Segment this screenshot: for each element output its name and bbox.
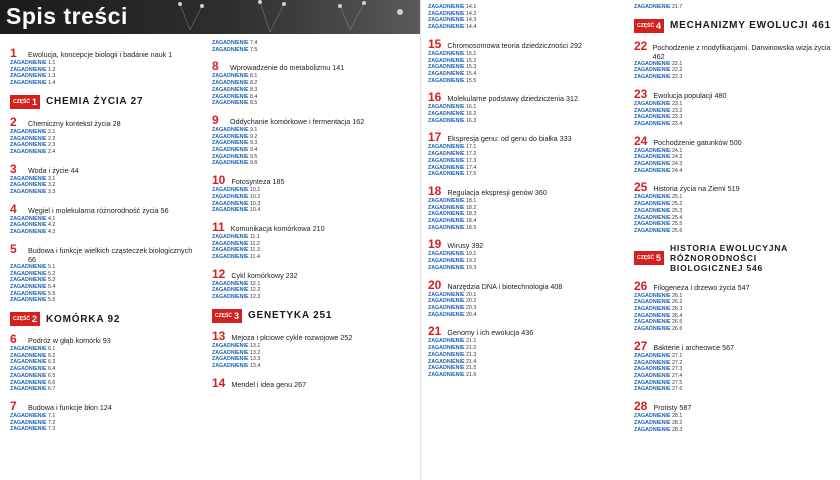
- chapter-15[interactable]: 15 Chromosomowa teoria dziedziczności 292: [428, 36, 582, 51]
- topic-line: ZAGADNIENIE 7.3: [10, 426, 56, 433]
- topic-line: ZAGADNIENIE 14.4: [428, 24, 477, 31]
- topic-line: ZAGADNIENIE 4.2: [10, 222, 56, 229]
- topic-line: ZAGADNIENIE 27.5: [634, 379, 683, 386]
- topic-line: ZAGADNIENIE 25.1: [634, 194, 683, 201]
- part-badge: CZĘŚĆ 2: [10, 312, 40, 326]
- topic-line: ZAGADNIENIE 27.3: [634, 366, 683, 373]
- topic-line: ZAGADNIENIE 19.3: [428, 264, 477, 271]
- topic-line: ZAGADNIENIE 11.2: [212, 240, 260, 247]
- topic-line: ZAGADNIENIE 16.3: [428, 117, 477, 124]
- topic-line: ZAGADNIENIE 4.1: [10, 215, 56, 222]
- chapter-4[interactable]: 4 Węgiel i molekularna różnorodność życia 56: [10, 201, 169, 216]
- topic-line: ZAGADNIENIE 22.3: [634, 74, 683, 81]
- topic-line: ZAGADNIENIE 9.3: [212, 140, 258, 147]
- topic-line: ZAGADNIENIE 21.7: [634, 4, 683, 10]
- topic-line: ZAGADNIENIE 25.6: [634, 227, 683, 234]
- topic-line: ZAGADNIENIE 28.3: [634, 426, 683, 433]
- page-title: Spis treści: [6, 3, 128, 29]
- topic-line: ZAGADNIENIE 5.1: [10, 263, 56, 270]
- topic-line: ZAGADNIENIE 15.4: [428, 70, 477, 77]
- topic-line: ZAGADNIENIE 17.5: [428, 171, 477, 178]
- topic-line: ZAGADNIENIE 7.2: [10, 419, 56, 426]
- topic-line: ZAGADNIENIE 5.2: [10, 270, 56, 277]
- topic-line: ZAGADNIENIE 20.3: [428, 304, 477, 311]
- topic-line: ZAGADNIENIE 21.1: [428, 338, 477, 345]
- chapter-11[interactable]: 11 Komunikacja komórkowa 210: [212, 219, 325, 234]
- topic-line: ZAGADNIENIE 28.1: [634, 413, 683, 420]
- chapter-24[interactable]: 24 Pochodzenie gatunków 500: [634, 133, 742, 148]
- topic-line: ZAGADNIENIE 2.2: [10, 135, 56, 142]
- topic-line: ZAGADNIENIE 5.5: [10, 290, 56, 297]
- topic-line: ZAGADNIENIE 18.4: [428, 218, 477, 225]
- topic-line: ZAGADNIENIE 10.4: [212, 207, 261, 214]
- topic-line: ZAGADNIENIE 27.4: [634, 372, 683, 379]
- chapter-12[interactable]: 12 Cykl komórkowy 232: [212, 266, 298, 281]
- topic-line: ZAGADNIENIE 1.3: [10, 73, 56, 80]
- part-badge: CZĘŚĆ 3: [212, 309, 242, 323]
- topic-line: ZAGADNIENIE 8.4: [212, 93, 258, 100]
- topic-line: ZAGADNIENIE 14.2: [428, 10, 477, 17]
- topic-line: ZAGADNIENIE 8.2: [212, 80, 258, 87]
- right-column-1: [428, 4, 624, 480]
- topic-line: ZAGADNIENIE 8.3: [212, 86, 258, 93]
- topic-line: ZAGADNIENIE 26.5: [634, 319, 683, 326]
- topic-line: ZAGADNIENIE 25.4: [634, 214, 683, 221]
- part-1[interactable]: CZĘŚĆ 1 CHEMIA ŻYCIA 27: [10, 95, 202, 109]
- book-gutter: [420, 0, 422, 480]
- topic-line: ZAGADNIENIE 21.5: [428, 365, 477, 372]
- part-badge: CZĘŚĆ 1: [10, 95, 40, 109]
- topic-line: ZAGADNIENIE 9.6: [212, 160, 258, 167]
- topic-line: ZAGADNIENIE 1.2: [10, 66, 56, 73]
- topic-line: ZAGADNIENIE 5.3: [10, 277, 56, 284]
- topic-line: ZAGADNIENIE 18.1: [428, 197, 477, 204]
- topic-line: ZAGADNIENIE 3.2: [10, 182, 56, 189]
- topic-line: ZAGADNIENIE 15.1: [428, 50, 477, 57]
- topic-line: ZAGADNIENIE 1.1: [10, 60, 56, 66]
- topic-line: ZAGADNIENIE 10.2: [212, 193, 261, 200]
- chapter-14[interactable]: 14 Mendel i idea genu 267: [212, 375, 307, 390]
- topic-line: ZAGADNIENIE 28.2: [634, 419, 683, 426]
- topic-line: ZAGADNIENIE 20.4: [428, 311, 477, 318]
- topic-line: ZAGADNIENIE 12.2: [212, 287, 261, 294]
- topic-line: ZAGADNIENIE 5.6: [10, 297, 56, 304]
- topic-line: ZAGADNIENIE 23.1: [634, 100, 683, 107]
- topic-line: ZAGADNIENIE 6.3: [10, 359, 56, 366]
- topic-line: ZAGADNIENIE 6.2: [10, 352, 56, 359]
- topic-line: ZAGADNIENIE 18.2: [428, 204, 477, 211]
- topic-line: ZAGADNIENIE 27.6: [634, 386, 683, 393]
- topic-line: ZAGADNIENIE 3.1: [10, 175, 56, 182]
- topic-line: ZAGADNIENIE 26.6: [634, 326, 683, 333]
- left-column-1: [10, 40, 202, 480]
- topic-line: ZAGADNIENIE 14.3: [428, 17, 477, 24]
- topic-line: ZAGADNIENIE 21.2: [428, 345, 477, 352]
- topic-line: ZAGADNIENIE 17.4: [428, 164, 477, 171]
- topic-line: ZAGADNIENIE 10.1: [212, 187, 261, 194]
- topic-line: ZAGADNIENIE 9.5: [212, 153, 258, 160]
- chapter-10[interactable]: 10 Fotosynteza 185: [212, 173, 285, 188]
- topic-line: ZAGADNIENIE 24.4: [634, 167, 683, 174]
- topic-line: ZAGADNIENIE 26.2: [634, 299, 683, 306]
- topic-line: ZAGADNIENIE 21.4: [428, 358, 477, 365]
- topic-line: ZAGADNIENIE 7.1: [10, 412, 56, 419]
- chapter-5[interactable]: 5 Budowa i funkcje wielkich cząsteczek biologicznych 66: [10, 241, 193, 264]
- chapter-16[interactable]: 16 Molekularne podstawy dziedziczenia 312: [428, 90, 579, 105]
- topic-line: ZAGADNIENIE 21.3: [428, 351, 477, 358]
- part-3[interactable]: CZĘŚĆ 3 GENETYKA 251: [212, 309, 412, 323]
- part-badge: CZĘŚĆ 4: [634, 19, 664, 33]
- chapter-28[interactable]: 28 Protisty 587: [634, 399, 692, 414]
- chapter-21[interactable]: 21 Genomy i ich ewolucja 436: [428, 324, 534, 339]
- topic-line: ZAGADNIENIE 15.2: [428, 57, 477, 64]
- topic-line: ZAGADNIENIE 15.3: [428, 64, 477, 71]
- topic-line: ZAGADNIENIE 17.3: [428, 157, 477, 164]
- topic-line: ZAGADNIENIE 19.1: [428, 251, 477, 258]
- topic-line: ZAGADNIENIE 11.1: [212, 233, 260, 240]
- chapter-26[interactable]: 26 Filogeneza i drzewo życia 547: [634, 278, 750, 293]
- topic-line: ZAGADNIENIE 17.1: [428, 144, 477, 151]
- chapter-20[interactable]: 20 Narzędzia DNA i biotechnologia 408: [428, 277, 563, 292]
- chapter-23[interactable]: 23 Ewolucja populacji 480: [634, 86, 727, 101]
- topic-line: ZAGADNIENIE 19.2: [428, 258, 477, 265]
- topic-line: ZAGADNIENIE 2.4: [10, 148, 56, 155]
- topic-line: ZAGADNIENIE 23.4: [634, 120, 683, 127]
- topic-line: ZAGADNIENIE 27.1: [634, 352, 683, 359]
- chapter-27[interactable]: 27 Bakterie i archeowce 567: [634, 338, 735, 353]
- topic-line: ZAGADNIENIE 20.2: [428, 298, 477, 305]
- topic-line: ZAGADNIENIE 9.4: [212, 147, 258, 154]
- dandelion-decoration: [150, 0, 420, 34]
- topic-line: ZAGADNIENIE 13.4: [212, 362, 261, 369]
- topic-line: ZAGADNIENIE 13.1: [212, 342, 261, 349]
- part-badge: CZĘŚĆ 5: [634, 251, 664, 265]
- chapter-18[interactable]: 18 Regulacja ekspresji genów 360: [428, 183, 547, 198]
- topic-line: ZAGADNIENIE 6.7: [10, 386, 56, 393]
- chapter-1[interactable]: 1 Ewolucja, koncepcje biologii i badanie nauk 1: [10, 46, 173, 60]
- part-5[interactable]: CZĘŚĆ 5 HISTORIA EWOLUCYJNA RÓŻNORODNOŚCI BIOLOGICZNEJ 546: [634, 243, 834, 273]
- topic-line: ZAGADNIENIE 3.3: [10, 189, 56, 196]
- topic-line: ZAGADNIENIE 2.1: [10, 128, 56, 135]
- topic-line: ZAGADNIENIE 25.5: [634, 221, 683, 228]
- topic-line: ZAGADNIENIE 25.2: [634, 201, 683, 208]
- topic-line: ZAGADNIENIE 8.1: [212, 73, 258, 80]
- topic-line: ZAGADNIENIE 22.2: [634, 67, 683, 74]
- topic-line: ZAGADNIENIE 13.2: [212, 349, 261, 356]
- topic-line: ZAGADNIENIE 16.1: [428, 104, 477, 111]
- chapter-9[interactable]: 9 Oddychanie komórkowe i fermentacja 162: [212, 112, 365, 127]
- topic-line: ZAGADNIENIE 24.1: [634, 147, 683, 154]
- topic-line: ZAGADNIENIE 22.1: [634, 60, 683, 67]
- page-header: [0, 0, 420, 34]
- part-4[interactable]: CZĘŚĆ 4 MECHANIZMY EWOLUCJI 461: [634, 19, 834, 33]
- chapter-6[interactable]: 6 Podróż w głąb komórki 93: [10, 332, 111, 347]
- topic-line: ZAGADNIENIE 21.6: [428, 371, 477, 378]
- left-column-2: [212, 40, 412, 480]
- topic-line: ZAGADNIENIE 16.2: [428, 111, 477, 118]
- topic-line: ZAGADNIENIE 18.3: [428, 211, 477, 218]
- topic-line: ZAGADNIENIE 7.5: [212, 46, 258, 53]
- topic-line: ZAGADNIENIE 6.1: [10, 346, 56, 353]
- topic-line: ZAGADNIENIE 24.3: [634, 161, 683, 168]
- topic-line: ZAGADNIENIE 2.3: [10, 142, 56, 149]
- topic-line: ZAGADNIENIE 15.5: [428, 77, 477, 84]
- topic-line: ZAGADNIENIE 8.5: [212, 100, 258, 107]
- topic-line: ZAGADNIENIE 20.1: [428, 291, 477, 298]
- topic-line: ZAGADNIENIE 25.3: [634, 207, 683, 214]
- topic-line: ZAGADNIENIE 26.4: [634, 312, 683, 319]
- topic-line: ZAGADNIENIE 11.4: [212, 254, 260, 261]
- topic-line: ZAGADNIENIE 7.4: [212, 40, 258, 46]
- topic-line: ZAGADNIENIE 6.4: [10, 366, 56, 373]
- topic-line: ZAGADNIENIE 1.4: [10, 80, 56, 87]
- topic-line: ZAGADNIENIE 26.3: [634, 306, 683, 313]
- topic-line: ZAGADNIENIE 27.2: [634, 359, 683, 366]
- topic-line: ZAGADNIENIE 10.3: [212, 200, 261, 207]
- topic-line: ZAGADNIENIE 17.2: [428, 151, 477, 158]
- right-column-2: [634, 4, 834, 480]
- topic-line: ZAGADNIENIE 5.4: [10, 283, 56, 290]
- topic-line: ZAGADNIENIE 9.1: [212, 126, 258, 133]
- chapter-19[interactable]: 19 Wirusy 392: [428, 237, 484, 252]
- chapter-2[interactable]: 2 Chemiczny kontekst życia 28: [10, 114, 121, 129]
- chapter-22[interactable]: 22 Pochodzenie z modyfikacjami. Darwinowska wizja życia 462: [634, 38, 831, 61]
- chapter-17[interactable]: 17 Ekspresja genu: od genu do białka 333: [428, 130, 572, 145]
- topic-line: ZAGADNIENIE 13.3: [212, 356, 261, 363]
- topic-line: ZAGADNIENIE 11.3: [212, 247, 260, 254]
- topic-line: ZAGADNIENIE 14.1: [428, 4, 477, 10]
- topic-line: ZAGADNIENIE 24.2: [634, 154, 683, 161]
- topic-line: ZAGADNIENIE 18.5: [428, 224, 477, 231]
- topic-line: ZAGADNIENIE 23.3: [634, 114, 683, 121]
- topic-line: ZAGADNIENIE 12.3: [212, 294, 261, 301]
- chapter-7[interactable]: 7 Budowa i funkcje błon 124: [10, 398, 112, 413]
- chapter-25[interactable]: 25 Historia życia na Ziemi 519: [634, 180, 740, 195]
- topic-line: ZAGADNIENIE 4.3: [10, 229, 56, 236]
- part-2[interactable]: CZĘŚĆ 2 KOMÓRKA 92: [10, 312, 202, 326]
- topic-line: ZAGADNIENIE 6.5: [10, 372, 56, 379]
- topic-line: ZAGADNIENIE 26.1: [634, 292, 683, 299]
- chapter-13[interactable]: 13 Mejoza i płciowe cykle rozwojowe 252: [212, 328, 353, 343]
- topic-line: ZAGADNIENIE 9.2: [212, 133, 258, 140]
- chapter-3[interactable]: 3 Woda i życie 44: [10, 161, 79, 176]
- topic-line: ZAGADNIENIE 6.6: [10, 379, 56, 386]
- chapter-8[interactable]: 8 Wprowadzenie do metabolizmu 141: [212, 59, 345, 74]
- topic-line: ZAGADNIENIE 12.1: [212, 280, 261, 287]
- topic-line: ZAGADNIENIE 23.2: [634, 107, 683, 114]
